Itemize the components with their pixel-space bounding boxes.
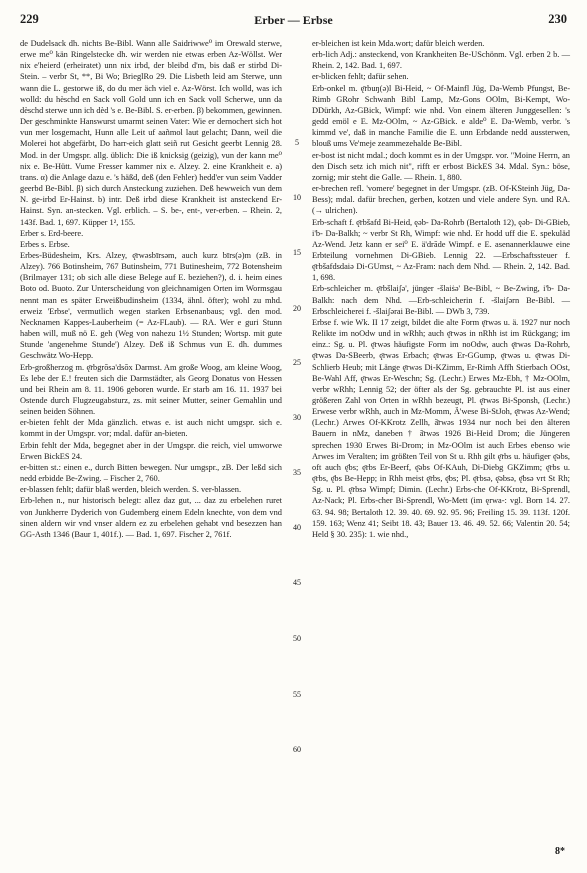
entry: Erbse f. wie Wk. II 17 zeigt, bildet die alte Form ę̄rwəs u. ä. 1927 nur noch Relikte im noOdw und in wRhh; auch ę̄rwəs in nRhh ist im Rückgang; im einz.: Sg. u. Pl. ę̄rwəs häufigste Form im noOdw, auch ę̄rwəs Da-Rohrb, ę̄rwəs Da-SBeerb, ę̄rwəs Erbach; ę̄rwəs Er-GGump, ę̄rwəs u. ę̄rwəs Di-Schlierb Heub; mit Länge ę̄rwəs Di-KZimm, Er-Rimh Affh Stierbach OOst, Be-Wahl Aff, ę̄rwəs Er-Weschn; Sg. (Lechr.) Erwes Mz-Ebh, † Mz-OOlm, verbr wRhh; Lennig 52; der öfter als der Sg. gebrauchte Pl. ist aus einer größeren Zahl von Orten in wRhh bezeugt, Pl. ę̄rwəs Bi-Sponsh, (Lechr.) Erwese verbr wRhh, auch in Mz-Momm, Ä'wese Bi-StJoh, ę̄rwəs Az-Wend; (Lechr.) Arwes Of-KKrotz Zellh, ā̄rwəs 1934 nur noch bei den älteren Bauern in nMz, daneben † ā̄rwəs 1926 Bi-Heid Drom; die Jüngeren sprechen 1930 Erwes Bi-Drom; in Mz-OOlm ist auch Erbes ebenso wie Arwes im Veralten; im größten Teil von St u. Rhh gilt ę̄rbs u. häufiger ę̄əbs, oft auch ę̄bs; ę̄rbs Er-Beerf, ę̄əbs Of-KAuh, Di-Diebg GKZimm; ę̄rbs u. ę̄rbs, ę̄bs Be-Hepp; in Rhh meist ę̄rbs, ę̄bs; Pl. ę̄rbsə, ę̄əbsə, ę̄bsə vrt St Rh; Sg. u. Pl. ę̄rbsə Wimpf; Dimin. (Lechr.) Erbs-che Of-KKrotz, Bi-Sprendl, Az-Nack; Pl. Erbs-cher Bi-Sprendl, Wo-Mett (im ęrwa-: vgl. Born 14. 27. 63. 94. 98; Bertaloth 12. 39. 40. 69. 92. 95. 96; Freiling 15. 39. 113f. 120f. 159. 163; Wenz 41; Seibt 18. 43; Bauer 13. 46. 49. 52. 66; Valentin 20. 54; Held § 30. 235): 1. wie nhd., bbox=[312, 317, 570, 539]
page-number-left: 229 bbox=[20, 12, 39, 26]
entry: er-bleichen ist kein Mda.wort; dafür bleich werden. bbox=[312, 39, 485, 48]
line-number: 20 bbox=[293, 304, 301, 313]
line-number: 45 bbox=[293, 578, 301, 587]
line-number: 10 bbox=[293, 193, 301, 202]
right-column bbox=[312, 38, 570, 540]
entry: Erbin fehlt der Mda, begegnet aber in der Umgspr. die reich, viel umworwe Erwen BickES 24. bbox=[20, 440, 282, 461]
signature-mark: 8* bbox=[555, 846, 565, 857]
line-number: 15 bbox=[293, 248, 301, 257]
entry: er-blassen fehlt; dafür blaß werden, bleich werden. S. ver-blassen. bbox=[20, 485, 242, 495]
line-number: 35 bbox=[293, 468, 301, 477]
running-title: Erber — Erbse bbox=[254, 13, 333, 27]
entry: er-bitten st.: einen e., durch Bitten bewegen. Nur umgspr., zB. Der leßd sich nedd erbidde Be-Zwing. – Fischer 2, 760. bbox=[20, 462, 282, 484]
line-number-gutter bbox=[284, 38, 310, 828]
line-number: 55 bbox=[293, 690, 301, 699]
page-number-right: 230 bbox=[548, 12, 567, 26]
line-number: 5 bbox=[295, 138, 299, 147]
entry: Erb-großherzog m. ę̄rbgrōsə'dsōx Darmst. Am große Woog, am kleine Woog, Es lebe der E.! freuten sich die Darmstädter, als Georg Donatus von Hessen und bei Rhein am 8. 11. 1906 geboren wurde. Er starb am 16. 11. 1937 bei Ostende durch Flugzeugabsturz, zs. mit seiner Mutter, seiner Gemahlin und seinen beiden Söhnen. bbox=[20, 362, 282, 417]
left-column bbox=[20, 38, 282, 540]
entry: er-bieten fehlt der Mda gänzlich. etwas e. ist auch nicht umgspr. sich e. kommt in der Umgspr. vor; mdal. dafür an-bieten. bbox=[20, 418, 282, 439]
page-header bbox=[20, 12, 567, 30]
entry: Erb-schleicher m. ę̄rbšlaiʃə', jünger -šlaiṡə' Be-Bibl, ~ Be-Zwing, i'b- Da-Balkh: nach dem Nhd. —Erb-schleicherin f. -šlaiʃərn Be-Bibl. —Erbschleicherei f. -šlaiʃərai Be-Bibl. — DWb 3, 739. bbox=[312, 284, 570, 316]
entry: Erbes-Büdesheim, Krs. Alzey, ę̄rwəsbīrsəm, auch kurz bīrs(ə)m (zB. in Alzey). 766 Botinsheim, 767 Butinsheim, 771 Butinesheim, 772 Botensheim (Brilmayer 131; ob sich alle diese Belege auf E. beziehen?), d. i. heim eines Boto od. Buoto. Zur Unterscheidung von gleichnamigen Orten im Wormsgau nennt man es später Erweißbudinsheim (1334, ähnl. öfter); wohl zu mhd. erweiz 'Erbse', vermutlich wegen starken Erbsenanbaus; vgl. den mod. Necknamen Kappes-Lauberheim (= Az-FLaub). — RA. Wer e guri Stunn haben will, muß nö E. geh (Weg von nahezu 1½ Stunden; Wortsp. mit gute Stunde 'angenehme Stunde') Alzey. Deß iß Schmus vun E. dh. dummes Geschwätz Wo-Hepp. bbox=[20, 250, 282, 361]
line-number: 60 bbox=[293, 745, 301, 754]
entry: er-bost ist nicht mdal.; doch kommt es in der Umgspr. vor. "Moine Herrn, an den Disch setz ich mich nit", rifft er erbost BickES 34. Mdal. Syn.: böse, zornig; mir steht die Galle. — Rhein. 1, 880. bbox=[312, 150, 570, 182]
entry: Erber s. Erd-beere. bbox=[20, 228, 84, 238]
entry: er-brechen refl. 'vomere' begegnet in der Umgspr. (zB. Of-KSteinh Jüg, Da-Bess); mdal. dafür brechen, gerben, kotzen und viele andere Syn. und RA. (→ ulrichen). bbox=[312, 184, 570, 216]
entry: de Dudelsack dh. nichts Be-Bibl. Wann alle Saidriwwe⁰ im Orewald sterwe, erwe me⁰ kän Ringelstecke dh. wir werden nie etwas erben Az-Wöllst. Wer nix e'heierd (erheiratet) unn nix irbd, der bleibd d'm, bis daß er stirbd Di-Stein. – verbr St, **, Bi Wo; BrieglRo 29. Die Lisbeth leid am Sterwe, unn wann die L. gestorwe iß, do du mer äch viel e. Az-Wörst. Ich wolld, was ich wolld: du hèschd en Sack voll Gold unn ich en Sack voll Scherwe, unn da dèschd sterwe unn ich dèd 's e. Be-Bibl. S. er-erben. β) bekommen, gewinnen. Der geschminkte Hanswurst umarmt seinen Vater: Wie er dernochert sich hot vun mer losgemacht, Hunn alle Leit uf aañmol laut gelacht; Dann, weil die Molerei hot abgefärbt, Do harr-eich glatt seiñ rut Gesicht geerbt Lennig 28. Mod. in der Umgspr. allg. üblich: Die iß knicksig (geizig), vun der kann me⁰ nix e. Be-Hütt. Vume Fresser kammer nix e. Alzey. 2. eine Krankheit e. a) trans. α) die Anlage dazu e. 's häßd, deß (den Fehler) hedd'er vun seim Vadder geerbd Be-Bibl. β) sich durch Ansteckung zuziehen. Deß hewweich vun dem N. ge-irbd Er-Hainst. b) intr. Deß irbd diese Krankheit ist ansteckend Er-Hainst. Syn. an-stecken. Vgl. erblich. – S. be-, ent-, ver-erben. – Rhein. 2, 143f. Bad. 1, 697. Küpper 1², 155. bbox=[20, 39, 282, 227]
line-number: 30 bbox=[293, 413, 301, 422]
line-number: 50 bbox=[293, 634, 301, 643]
entry: Erb-lehen n., nur historisch belegt: allez daz gut, ... daz zu erbelehen ruret von Junkherre Dyderich von Gudemberg einem Edeln knechte, von dem vnd sinen aldern wir vnd vnser aldern ez zu erbelehen gehabt vnd besezzen han GG-Asth 1346 (Baur 1, 401f.). — Bad. 1, 697. Fischer 2, 761f. bbox=[20, 496, 282, 539]
entry: er-blicken fehlt; dafür sehen. bbox=[312, 72, 409, 82]
line-number: 40 bbox=[293, 523, 301, 532]
entry: Erbes s. Erbse. bbox=[20, 239, 70, 249]
entry: erb-lich Adj.: ansteckend, von Krankheiten Be-USchönm. Vgl. erben 2 b. — Rhein. 2, 142. Bad. 1, 697. bbox=[312, 50, 570, 71]
entry: Erb-onkel m. ę̄rbuŋ(ə)l Bi-Heid, ~ Of-Mainfl Jüg, Da-Wemb Pfungst, Be-Rimb GRohr Schwanh Bibl Lamp, Mz-Gons OOlm, Bi-Kempt, Wo-DDürkh, Az-GBick, Wimpf: wie nhd. Von einem älteren Junggesellen: 's gedd emöl e E. Mz-OOlm, ~ Az-GBick. e alde⁰ E. Da-Wemb, verbr. 's kimmd ve', daß in manche Familie die E. unn Erbdande nedd aussterwen, blouß ums Ve'meje zeammezehalde Be-Bibl. bbox=[312, 83, 570, 149]
line-number: 25 bbox=[293, 358, 301, 367]
entry: Erb-schaft f. ę̄rbšafd Bi-Heid, ęəb- Da-Rohrb (Bertaloth 12), ęəb- Di-GBieb, i'b- Da-Balkh; ~ verbr St Rh, Wimpf: wie nhd. Er hodd uff die E. spekuläd Az-Wend. Jetz kann er sei⁰ E. ä'drāde Wimpf. e E. asenannerklauwe eine Erbteilung vornehmen Di-GBieb. Lennig 22. —Erbschaftssteuer f. ę̄rbšafdsdaiə Di-GUmst, ~ Az-Fram: nach dem Nhd. — Rhein. 2, 142. Bad. 1, 698. bbox=[312, 217, 570, 283]
